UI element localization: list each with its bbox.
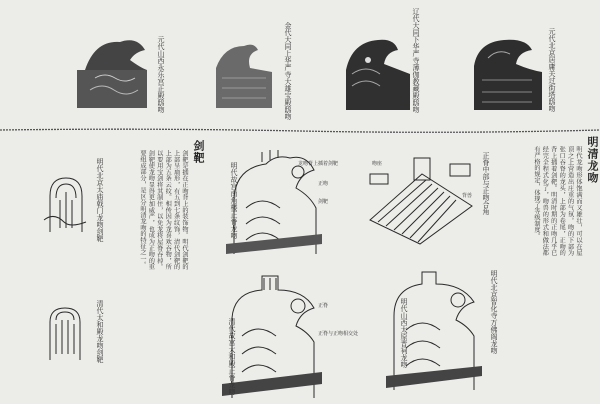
label-beishou: 背兽 bbox=[462, 193, 473, 199]
label-zhengji: 正脊 bbox=[318, 303, 329, 309]
qing-taihe-dragon-kiss-image bbox=[222, 272, 322, 400]
caption-ming-gugong: 明代故宫南角楼正脊龙吻 bbox=[230, 162, 238, 239]
ming-taimiao-jianba-image bbox=[40, 172, 92, 234]
section-divider bbox=[0, 127, 600, 133]
label-junction: 正脊与正吻相交处 bbox=[318, 331, 359, 337]
section-title: 明清龙吻 bbox=[586, 136, 599, 184]
label-jianba-on-back: 龙吻背上插着剑靶 bbox=[298, 161, 339, 167]
caption-ming-zhihua: 明代北京智化寺万佛阁龙吻 bbox=[490, 270, 498, 354]
section-body-text: 明代龙吻形体饱满而又雄壮，可以在屋顶之上营造出庄重的气氛。吻的下部为张口吞脊的龙头，上部为卷尾，正吻的背上插着剑靶。明清时期的正吻几乎已经完全程式化了，吻兽的形式和做法都有严格的规定，体现了等级制度。 bbox=[532, 146, 582, 256]
label-zhengwen: 正吻 bbox=[318, 181, 329, 187]
jianba-body-text: 剑靶是插在正吻背上的装饰物。明代剑靶的上部呈扇形，有五到七条纹饰，清代剑靶的上部为五条云纹。相传因为龙喜欢吞物，所以要用宝剑将其制住，以免龙将屋脊吞掉。剑靶使龙吻显得更加威严，也成为正吻的重要组成部分，是区分明清龙吻的特征之一。 bbox=[138, 150, 188, 270]
caption-yuan-juyongguan: 元代北京居庸关过街塔鸱吻 bbox=[548, 28, 556, 112]
caption-qing-taihe-jianba: 清代太和殿龙吻剑靶 bbox=[96, 300, 104, 363]
label-jianba-side: 剑靶 bbox=[318, 199, 329, 205]
jianba-title: 剑靶 bbox=[192, 140, 205, 164]
yuan-yongle-chiwen-image bbox=[75, 30, 155, 112]
caption-yuan-yongle: 元代山西永乐宫正殿鸱吻 bbox=[157, 36, 165, 113]
caption-ming-taimiao-jianba: 明代北京太庙戟门龙吻剑靶 bbox=[96, 158, 104, 242]
ridge-junction-diagram bbox=[366, 150, 476, 246]
qing-taihe-jianba-image bbox=[42, 302, 88, 362]
caption-qing-taihe: 清代故宫太和殿正脊龙吻 bbox=[228, 318, 236, 395]
label-wenzuo: 吻座 bbox=[372, 161, 383, 167]
caption-liao-datong: 辽代大同下华严寺薄伽教藏殿鸱吻 bbox=[412, 8, 420, 113]
jin-datong-chiwen-image bbox=[210, 38, 278, 110]
caption-junction: 正脊中部与正吻合角 bbox=[482, 152, 490, 215]
caption-jin-datong: 金代大同上华严寺大雄宝殿鸱吻 bbox=[284, 22, 292, 120]
caption-ming-jinci: 明代山西太原晋祠龙吻 bbox=[400, 298, 408, 368]
liao-datong-chiwen-image bbox=[338, 34, 416, 112]
yuan-juyongguan-chiwen-image bbox=[468, 36, 548, 112]
